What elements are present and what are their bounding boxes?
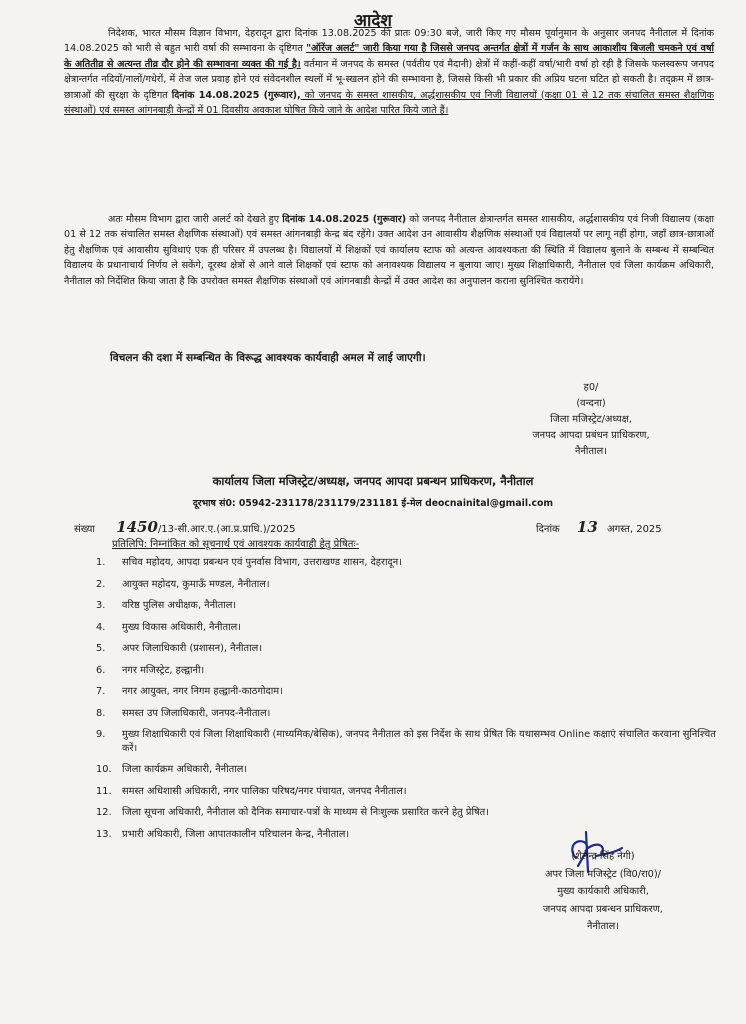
list-item: 2. आयुक्त महोदय, कुमाऊँ मण्डल, नैनीताल। bbox=[96, 578, 270, 590]
para1-sentence-5: को जनपद के समस्त शासकीय, अर्द्धशासकीय एवं निजी विद्यालयों (कक्षा 01 से 12 तक संचालित समस्त शैक्षणिक संस्थाओं) एवं समस्त आंगनबाड़ी केन्द्रों में 01 दिवसीय अवकाश घोषित किये जाने के आदेश पारित किये जाते हैं। bbox=[64, 89, 714, 117]
contact-line: दूरभाष सं0: 05942-231178/231179/231181 ई-मेल deocnainital@gmail.com bbox=[192, 498, 554, 509]
para2-sentence-1: अतः मौसम विभाग द्वारा जारी अलर्ट को देखते हुए bbox=[108, 214, 283, 225]
order-paragraph-1 bbox=[64, 26, 714, 118]
list-item: 1. सचिव महोदय, आपदा प्रबन्धन एवं पुनर्वास विभाग, उत्तराखण्ड शासन, देहरादून। bbox=[96, 557, 402, 568]
closure-date: दिनांक 14.08.2025 (गुरूवार) bbox=[282, 214, 407, 225]
signatory-name: (वन्दना) bbox=[576, 398, 606, 409]
signatory-designation: अपर जिला मजिस्ट्रेट (वि0/रा0)/ bbox=[545, 868, 661, 880]
handwritten-day: 13 bbox=[576, 518, 598, 536]
signatory-designation: जिला मजिस्ट्रेट/अध्यक्ष, bbox=[550, 414, 632, 425]
reference-date bbox=[536, 518, 662, 536]
list-item: 5. अपर जिलाधिकारी (प्रशासन), नैनीताल। bbox=[96, 643, 263, 654]
signed-mark: ह0/ bbox=[583, 382, 599, 393]
orange-alert-text: "ऑरेंज अलर्ट" जारी किया गया है जिससे जनपद अन्तर्गत क्षेत्रों में गर्जन के साथ आकाशीय बिजली चमकने एवं वर्षा के अतितीव्र से अत्यन्त तीव्र दौर होने की सम्भावना व्यक्त की गई है। bbox=[64, 43, 714, 70]
list-item: 10. जिला कार्यक्रम अधिकारी, नैनीताल। bbox=[96, 764, 248, 775]
signatory-authority: जनपद आपदा प्रबंधन प्राधिकरण, bbox=[532, 430, 650, 441]
list-item: 7. नगर आयुक्त, नगर निगम हल्द्वानी-काठगोदाम। bbox=[96, 686, 283, 697]
list-item: 4. मुख्य विकास अधिकारी, नैनीताल। bbox=[96, 621, 241, 633]
list-item: 3. वरिष्ठ पुलिस अधीक्षक, नैनीताल। bbox=[96, 600, 237, 611]
reference-suffix: /13-सी.आर.ए.(आ.प्र.प्राधि.)/2025 bbox=[157, 524, 296, 535]
holiday-date: दिनांक 14.08.2025 (गुरूवार), bbox=[171, 89, 301, 101]
signatory-role: मुख्य कार्यकारी अधिकारी, bbox=[557, 886, 649, 897]
signatory-place: नैनीताल। bbox=[587, 921, 619, 932]
signatory-authority: जनपद आपदा प्रबन्धन प्राधिकरण, bbox=[543, 903, 663, 915]
list-item: 8. समस्त उप जिलाधिकारी, जनपद-नैनीताल। bbox=[96, 707, 271, 719]
date-label: दिनांक bbox=[536, 524, 560, 535]
para2-sentence-3: को जनपद नैनीताल क्षेत्रान्तर्गत समस्त शासकीय, अर्द्धशासकीय एवं निजी विद्यालय (कक्षा 01 से 12 तक संचालित समस्त शैक्षणिक संस्थाओं) एवं समस्त आंगनबाड़ी केन्द्र बंद रहेंगे। उक्त आदेश उन आवासीय शैक्षणिक संस्थाओं एवं विद्यालयों पर लागू नहीं होगा, जहाँ छात्र-छात्राओं हेतु शैक्षणिक एवं आवासीय सुविधाएं एक ही परिसर में उपलब्ध है। विद्यालयों में शिक्षकों एवं कार्यालय स्टाफ को अत्यन्त आवश्यकता की स्थिति में विद्यालय बुलाने के सम्बन्ध में सम्बन्धित विद्यालय के प्रधानाचार्य निर्णय ले सकेंगे, दूरस्थ क्षेत्रों से आने वाले शिक्षकों एवं स्टाफ को अनावश्यक विद्यालय न बुलाया जाए। मुख्य शिक्षाधिकारी, नैनीताल एवं जिला कार्यक्रम अधिकारी, नैनीताल को निर्देशित किया जाता है कि उपरोक्त समस्त शैक्षणिक संस्थाओं एवं आंगनबाडी केन्द्रों में उक्त आदेश का अनुपालन कराना सुनिश्चित करायेंगे। bbox=[64, 214, 714, 287]
signatory-block-1 bbox=[486, 380, 696, 460]
para1-sentence-3: वर्तमान में जनपद के समस्त (पर्वतीय एवं मैदानी) क्षेत्रों में कहीं-कहीं वर्षा/भारी वर्षा हो रही है जिसके फलस्वरूप जनपद क्षेत्रान्तर्गत नदियों/नालों/गधेरों, में तेज जल प्रवाह होने एवं संवेदनशील स्थलों में भू-स्खलन होने की सम्भावना है, जिससे किसी भी प्रकार की अप्रिय घटना घटित हो सकती है। तद्क्रम में छात्र-छात्राओं की सुरक्षा के दृष्टिगत bbox=[64, 58, 714, 101]
copy-heading: प्रतिलिपि: निम्नांकित को सूचनार्थ एवं आवश्यक कार्यवाही हेतु प्रेषितः- bbox=[112, 539, 360, 550]
document-title: आदेश bbox=[354, 11, 392, 31]
order-paragraph-2 bbox=[64, 212, 714, 289]
signatory-block-2 bbox=[488, 848, 718, 936]
date-month-year: अगस्त, 2025 bbox=[606, 524, 662, 535]
list-item: 11. समस्त अधिशासी अधिकारी, नगर पालिका परिषद/नगर पंचायत, जनपद नैनीताल। bbox=[96, 785, 407, 797]
list-item: 6. नगर मजिस्ट्रेट, हल्द्वानी। bbox=[96, 664, 205, 676]
reference-number bbox=[74, 518, 295, 536]
recipient-list bbox=[96, 552, 716, 845]
reference-label: संख्या bbox=[74, 524, 95, 535]
list-item: 13. प्रभारी अधिकारी, जिला आपातकालीन परिचालन केन्द्र, नैनीताल। bbox=[96, 828, 350, 840]
signatory-name: (शैलेन्द्र सिंह नेगी) bbox=[571, 851, 635, 862]
para1-sentence-1: निदेशक, भारत मौसम विज्ञान विभाग, देहरादून द्वारा दिनांक 13.08.2025 की प्रातः 09:30 बजे, जारी किए गए मौसम पूर्वानुमान के अनुसार जनपद नैनीताल में दिनांक 14.08.2025 को भारी से बहुत भारी वर्षा की सम्भावना के दृष्टिगत bbox=[64, 28, 714, 55]
signatory-place: नैनीताल। bbox=[575, 446, 607, 457]
warning-line: विचलन की दशा में सम्बन्धित के विरूद्ध आवश्यक कार्यवाही अमल में लाई जाएगी। bbox=[110, 352, 426, 364]
list-item: 12. जिला सूचना अधिकारी, नैनीताल को दैनिक समाचार-पत्रों के माध्यम से निःशुल्क प्रसारित करने हेतु प्रेषित। bbox=[96, 807, 489, 818]
handwritten-number: 1450 bbox=[116, 518, 158, 536]
office-heading: कार्यालय जिला मजिस्ट्रेट/अध्यक्ष, जनपद आपदा प्रबन्धन प्राधिकरण, नैनीताल bbox=[212, 474, 534, 488]
list-item: 9. मुख्य शिक्षाधिकारी एवं जिला शिक्षाधिकारी (माध्यमिक/बेसिक), जनपद नैनीताल को इस निर्देश के साथ प्रेषित कि यथासम्भव Online कक्षाएं संचालित करवाना सुनिश्चित करें। bbox=[96, 729, 716, 754]
